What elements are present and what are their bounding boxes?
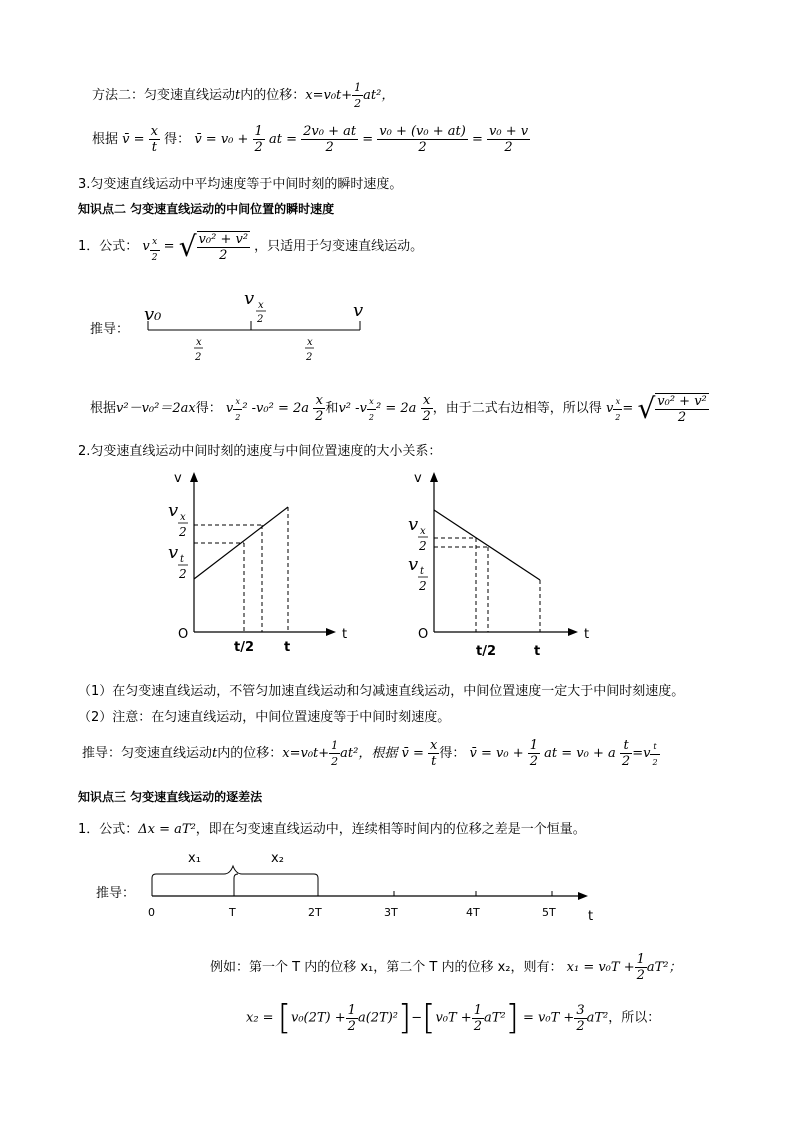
svg-text:2: 2 (179, 567, 187, 581)
method2-label: 方法二：匀变速直线运动 (92, 88, 236, 103)
gen-frac-half: $\frac{1}{2}$ (254, 124, 263, 155)
vt-label: v (408, 554, 419, 575)
svg-text:x: x (420, 526, 426, 537)
t-end-label: t (284, 640, 291, 655)
item-2: 2.匀变速直线运动中间时刻的速度与中间位置速度的大小关系： (78, 444, 442, 459)
method2-suffix: 内的位移： (240, 88, 306, 103)
tick-3T: 3T (384, 906, 398, 919)
vend-label: v (353, 300, 364, 321)
v0-label: v₀ (144, 304, 162, 325)
method2-formula-right: at²， (363, 88, 395, 103)
t-half-label: t/2 (234, 640, 255, 655)
svg-text:2: 2 (257, 314, 264, 325)
eq2-relation: v²－v₀²＝2ax (116, 401, 196, 416)
tick-T: T (229, 906, 236, 919)
kp3-title: 知识点三 匀变速直线运动的逐差法 (78, 790, 263, 804)
gen-de: 得： (164, 132, 191, 147)
kp3-formula-line: 1．公式：Δx = aT²，即在匀变速直线运动中，连续相等时间内的位移之差是一个恒量。 (78, 822, 586, 837)
velocity-line (434, 510, 540, 580)
t-axis-label: t (588, 909, 594, 924)
kp2-note: ，只适用于匀变速直线运动。 (254, 239, 424, 254)
origin-label: O (178, 627, 189, 642)
kp2-sqrt: √ $\frac{\text{v₀² + v²}}{2}$ (178, 230, 249, 263)
gen-at: at = (268, 132, 297, 147)
deriv2-line: 推导：匀变速直线运动t内的位移：x=v₀t+ $\frac{1}{2}$ at²，根据 v̄ = $\frac{x}{t}$ 得： v̄ = v₀ + $\frac{1}{2}$ at = v₀ + a $\frac{t}{2}$ =v $\frac{t}{2}$ (82, 738, 658, 769)
x2-label: x₂ (271, 851, 284, 866)
svg-text:t: t (420, 566, 425, 577)
vx-label: v (168, 500, 179, 521)
timeline-diagram (140, 848, 610, 928)
midpoint-diagram (140, 285, 380, 370)
svg-text:x: x (258, 300, 264, 311)
svg-text:x: x (180, 512, 186, 523)
kp2-sub: $\frac{x}{2}$ (151, 237, 158, 263)
svg-text:t: t (180, 554, 185, 565)
t-axis-label: t (342, 627, 348, 642)
delta-x-formula: Δx = aT² (138, 822, 196, 837)
deriv1-label: 推导： (90, 322, 130, 337)
eq2-line: 根据v²－v₀²＝2ax得： v $\frac{x}{2}$ ² -v₀² = 2a $\frac{x}{2}$ 和v² -v $\frac{x}{2}$ ² = 2a $\frac{x}{2}$ ，由于二式右边相等，所以得 v $\frac{x}{2}$ = √ $\frac{\text{v₀² + v²}}{2}$ (90, 392, 707, 425)
method2-frac: $\frac{1}{2}$ (354, 81, 362, 110)
kp2-title: 知识点二 匀变速直线运动的中间位置的瞬时速度 (78, 202, 335, 216)
vt-graph-accelerating (160, 462, 360, 662)
method2-line (92, 80, 394, 111)
v-axis-label: v (414, 471, 422, 486)
kp2-label: 1．公式： (78, 239, 139, 254)
vt-label: v (168, 542, 179, 563)
svg-text:2: 2 (179, 525, 187, 539)
method2-formula-left: x=v₀t+ (305, 88, 353, 103)
seg2-x: x (307, 337, 313, 348)
svg-text:2: 2 (419, 579, 427, 593)
svg-text:2: 2 (419, 539, 427, 553)
origin-label: O (418, 627, 429, 642)
gen-frac1: $\frac{\text{2v₀ + at}}{2}$ (303, 124, 357, 155)
note-2: （2）注意：在匀速直线运动，中间位置速度等于中间时刻速度。 (78, 710, 451, 725)
tick-0: 0 (148, 906, 155, 919)
eq2-sqrt: √ $\frac{\text{v₀² + v²}}{2}$ (637, 392, 707, 425)
svg-text:2: 2 (195, 352, 202, 363)
vmid-label: v (244, 288, 255, 309)
kp2-v: v (142, 239, 150, 254)
tick-2T: 2T (308, 906, 322, 919)
seg1-x: x (196, 337, 202, 348)
gen-chain: v̄ = v₀ + (194, 132, 249, 147)
tick-4T: 4T (466, 906, 480, 919)
item-3: 3.匀变速直线运动中平均速度等于中间时刻的瞬时速度。 (78, 177, 403, 192)
kp2-formula: 1．公式： v $\frac{x}{2}$ = √ $\frac{\text{v₀² + v²}}{2}$ ，只适用于匀变速直线运动。 (78, 230, 423, 266)
gen-frac3: $\frac{\text{v₀ + v}}{2}$ (489, 124, 529, 155)
eq2-conclusion: ，由于二式右边相等，所以得 (432, 401, 602, 416)
example-line: 例如：第一个 T 内的位移 x₁，第二个 T 内的位移 x₂，则有： x₁ = v₀T + $\frac{1}{2}$ aT²； (210, 952, 682, 983)
x2-equation: x₂ = [v₀(2T) + $\frac{1}{2}$ a(2T)²]−[v₀T + $\frac{1}{2}$ aT²] = v₀T + $\frac{3}{2}$ aT²，所以： (246, 998, 661, 1038)
gen-label: 根据 (92, 132, 119, 147)
gen-vbar: v̄ = (122, 132, 145, 147)
vt-graph-decelerating (400, 462, 600, 662)
t-half-label: t/2 (476, 644, 497, 659)
gen-frac2: $\frac{\text{v₀ + (v₀ + at)}}{2}$ (379, 124, 466, 155)
method2-t: t (235, 88, 241, 103)
t-axis-label: t (584, 627, 590, 642)
avg-velocity-derivation: 根据 v̄ = $\frac{x}{t}$ 得： v̄ = v₀ + $\frac{1}{2}$ at = $\frac{\text{2v₀ + at}}{2}$ = $\frac{\text{v₀ + (v₀ + at)}}{2}$ = $\frac{\text{v₀ + v}}{2}$ (92, 124, 529, 155)
note-1: （1）在匀变速直线运动，不管匀加速直线运动和匀减速直线运动，中间位置速度一定大于中间时刻速度。 (78, 684, 685, 699)
gen-frac-xt: $\frac{x}{t}$ (150, 124, 159, 155)
t-end-label: t (534, 644, 541, 659)
svg-text:2: 2 (306, 352, 313, 363)
vx-label: v (408, 514, 419, 535)
tick-5T: 5T (542, 906, 556, 919)
timeline-label: 推导： (96, 886, 136, 901)
v-axis-label: v (174, 471, 182, 486)
x1-label: x₁ (188, 851, 201, 866)
